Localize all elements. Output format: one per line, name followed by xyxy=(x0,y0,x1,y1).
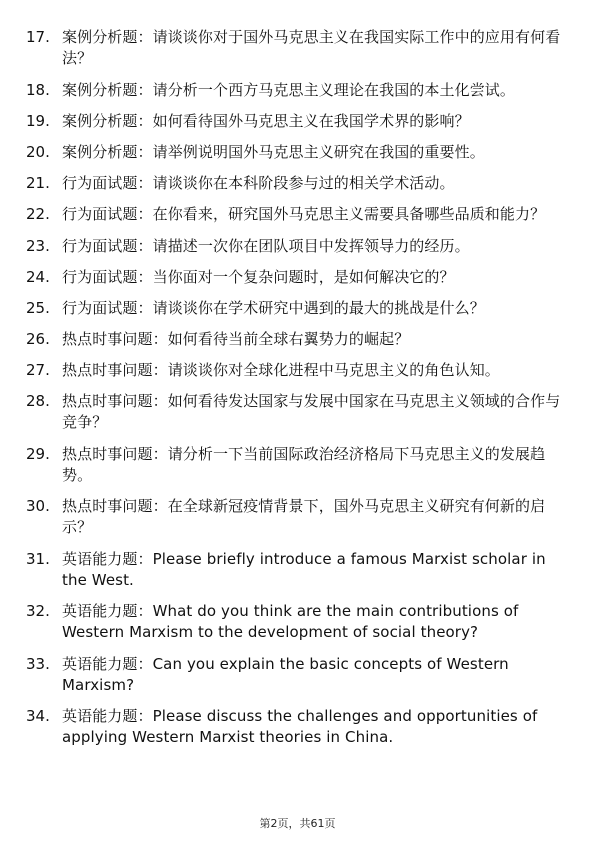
page-number-label: 第2页，共61页 xyxy=(259,817,336,830)
question-number: 28. xyxy=(26,392,50,410)
question-number: 25. xyxy=(26,298,50,317)
question-number: 22. xyxy=(26,205,50,223)
question-number: 20. xyxy=(26,143,50,161)
question-number: 27. xyxy=(26,360,50,379)
question-number: 23. xyxy=(26,236,50,255)
question-item xyxy=(26,173,566,194)
question-number: 18. xyxy=(26,80,50,99)
question-number: 17. xyxy=(26,28,50,46)
question-item xyxy=(26,267,566,288)
question-text: 英语能力题：Please briefly introduce a famous Marxist scholar in the West. xyxy=(62,549,546,589)
question-item xyxy=(26,391,566,433)
question-number: 30. xyxy=(26,497,50,515)
question-text: 行为面试题：请谈谈你在本科阶段参与过的相关学术活动。 xyxy=(62,174,455,192)
question-item xyxy=(26,360,566,381)
question-text: 热点时事问题：如何看待发达国家与发展中国家在马克思主义领域的合作与竞争？ xyxy=(62,392,561,431)
question-item xyxy=(26,549,566,591)
question-item xyxy=(26,142,566,163)
question-text: 英语能力题：Please discuss the challenges and opportunities of applying Western Marxist theories in China. xyxy=(62,707,538,746)
question-number: 26. xyxy=(26,329,50,348)
question-number: 21. xyxy=(26,174,50,192)
question-number: 32. xyxy=(26,602,50,620)
question-item xyxy=(26,111,566,132)
question-number: 29. xyxy=(26,444,50,463)
question-item xyxy=(26,706,566,748)
question-item xyxy=(26,329,566,350)
question-text: 案例分析题：请举例说明国外马克思主义研究在我国的重要性。 xyxy=(62,143,485,161)
page-footer xyxy=(0,815,595,831)
question-text: 行为面试题：请谈谈你在学术研究中遇到的最大的挑战是什么？ xyxy=(62,298,485,317)
question-number: 33. xyxy=(26,654,50,673)
question-item xyxy=(26,80,566,101)
question-number: 31. xyxy=(26,549,50,568)
question-item xyxy=(26,27,566,69)
question-item xyxy=(26,654,566,696)
question-text: 行为面试题：在你看来，研究国外马克思主义需要具备哪些品质和能力？ xyxy=(62,205,546,223)
question-text: 案例分析题：如何看待国外马克思主义在我国学术界的影响？ xyxy=(62,112,470,130)
question-item xyxy=(26,236,566,257)
question-text: 案例分析题：请分析一个西方马克思主义理论在我国的本土化尝试。 xyxy=(62,80,516,99)
question-item xyxy=(26,204,566,225)
question-item xyxy=(26,496,566,538)
question-text: 行为面试题：当你面对一个复杂问题时，是如何解决它的？ xyxy=(62,267,455,286)
question-text: 热点时事问题：如何看待当前全球右翼势力的崛起？ xyxy=(62,329,410,348)
question-item xyxy=(26,298,566,319)
question-number: 24. xyxy=(26,267,50,286)
question-number: 34. xyxy=(26,707,50,725)
question-text: 行为面试题：请描述一次你在团队项目中发挥领导力的经历。 xyxy=(62,236,470,255)
question-text: 案例分析题：请谈谈你对于国外马克思主义在我国实际工作中的应用有何看法？ xyxy=(62,28,561,67)
question-list xyxy=(26,27,566,759)
question-item xyxy=(26,444,566,486)
question-text: 英语能力题：Can you explain the basic concepts of Western Marxism? xyxy=(62,654,509,694)
question-item xyxy=(26,601,566,643)
question-text: 热点时事问题：在全球新冠疫情背景下，国外马克思主义研究有何新的启示？ xyxy=(62,497,546,536)
question-number: 19. xyxy=(26,112,50,130)
question-text: 热点时事问题：请分析一下当前国际政治经济格局下马克思主义的发展趋势。 xyxy=(62,444,546,484)
question-text: 热点时事问题：请谈谈你对全球化进程中马克思主义的角色认知。 xyxy=(62,360,500,379)
question-text: 英语能力题：What do you think are the main contributions of Western Marxism to the development of social theory? xyxy=(62,602,519,641)
